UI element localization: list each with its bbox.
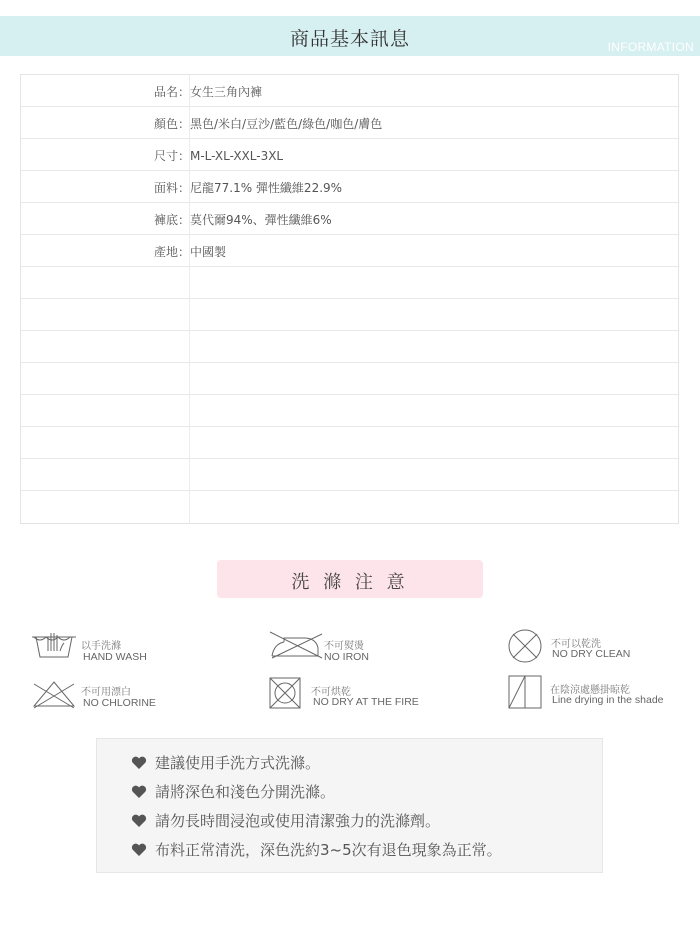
info-row-empty [21, 331, 678, 363]
care-title-pill [217, 560, 483, 598]
care-item-no-chlorine [30, 678, 230, 712]
heart-icon [131, 785, 147, 799]
info-row-size: 尺寸：M-L-XL-XXL-3XL [21, 139, 678, 171]
heart-icon [131, 756, 147, 770]
info-row-gusset: 褲底：莫代爾94%、彈性纖維6% [21, 203, 678, 235]
info-row-name: 品名：女生三角內褲 [21, 75, 678, 107]
care-label-zh: 以手洗滌 [81, 641, 121, 652]
no-tumble-dry-icon [268, 676, 302, 710]
info-row-color: 顏色：黑色/米白/豆沙/藍色/綠色/咖色/膚色 [21, 107, 678, 139]
info-row-empty [21, 427, 678, 459]
info-row-empty [21, 299, 678, 331]
page-subtitle: INFORMATION [607, 40, 694, 54]
care-item-no-iron [268, 630, 448, 666]
care-label-zh: 不可以乾洗 [551, 639, 601, 650]
heart-icon [131, 814, 147, 828]
info-row-origin: 產地：中國製 [21, 235, 678, 267]
info-row-empty [21, 395, 678, 427]
heart-icon [131, 843, 147, 857]
no-chlorine-icon [30, 678, 78, 710]
care-label-en: NO IRON [324, 651, 369, 663]
no-iron-icon [268, 630, 324, 660]
hand-wash-icon [30, 627, 78, 663]
care-label-en: Line drying in the shade [552, 694, 664, 706]
care-label-zh: 不可烘乾 [311, 687, 351, 698]
care-label-en: NO DRY AT THE FIRE [313, 696, 419, 708]
care-label-en: HAND WASH [83, 651, 147, 663]
care-item-no-dry-clean [507, 628, 687, 668]
info-table [20, 74, 679, 524]
care-item-hand-wash [30, 627, 230, 667]
info-row-empty [21, 491, 678, 523]
care-title: 洗 滌 注 意 [291, 572, 409, 593]
care-item-line-dry-shade [507, 674, 697, 712]
info-row-empty [21, 459, 678, 491]
care-label-en: NO CHLORINE [83, 697, 156, 709]
care-item-no-tumble-dry [268, 676, 448, 712]
info-row-empty [21, 363, 678, 395]
care-label-zh: 不可用漂白 [81, 687, 131, 698]
page-title: 商品基本訊息 [289, 28, 410, 50]
info-row-fabric: 面料：尼龍77.1% 彈性纖維22.9% [21, 171, 678, 203]
info-row-empty [21, 267, 678, 299]
care-label-zh: 在陰涼處懸掛晾乾 [550, 685, 630, 696]
care-notes-box: 建議使用手洗方式洗滌。 請將深色和淺色分開洗滌。 請勿長時間浸泡或使用清潔強力的洗滌劑。 布料正常清洗，深色洗約3~5次有退色現象為正常。 [96, 738, 603, 873]
care-label-zh: 不可熨燙 [324, 641, 364, 652]
line-dry-shade-icon [507, 674, 543, 710]
care-label-en: NO DRY CLEAN [552, 648, 631, 660]
no-dry-clean-icon [507, 628, 543, 664]
